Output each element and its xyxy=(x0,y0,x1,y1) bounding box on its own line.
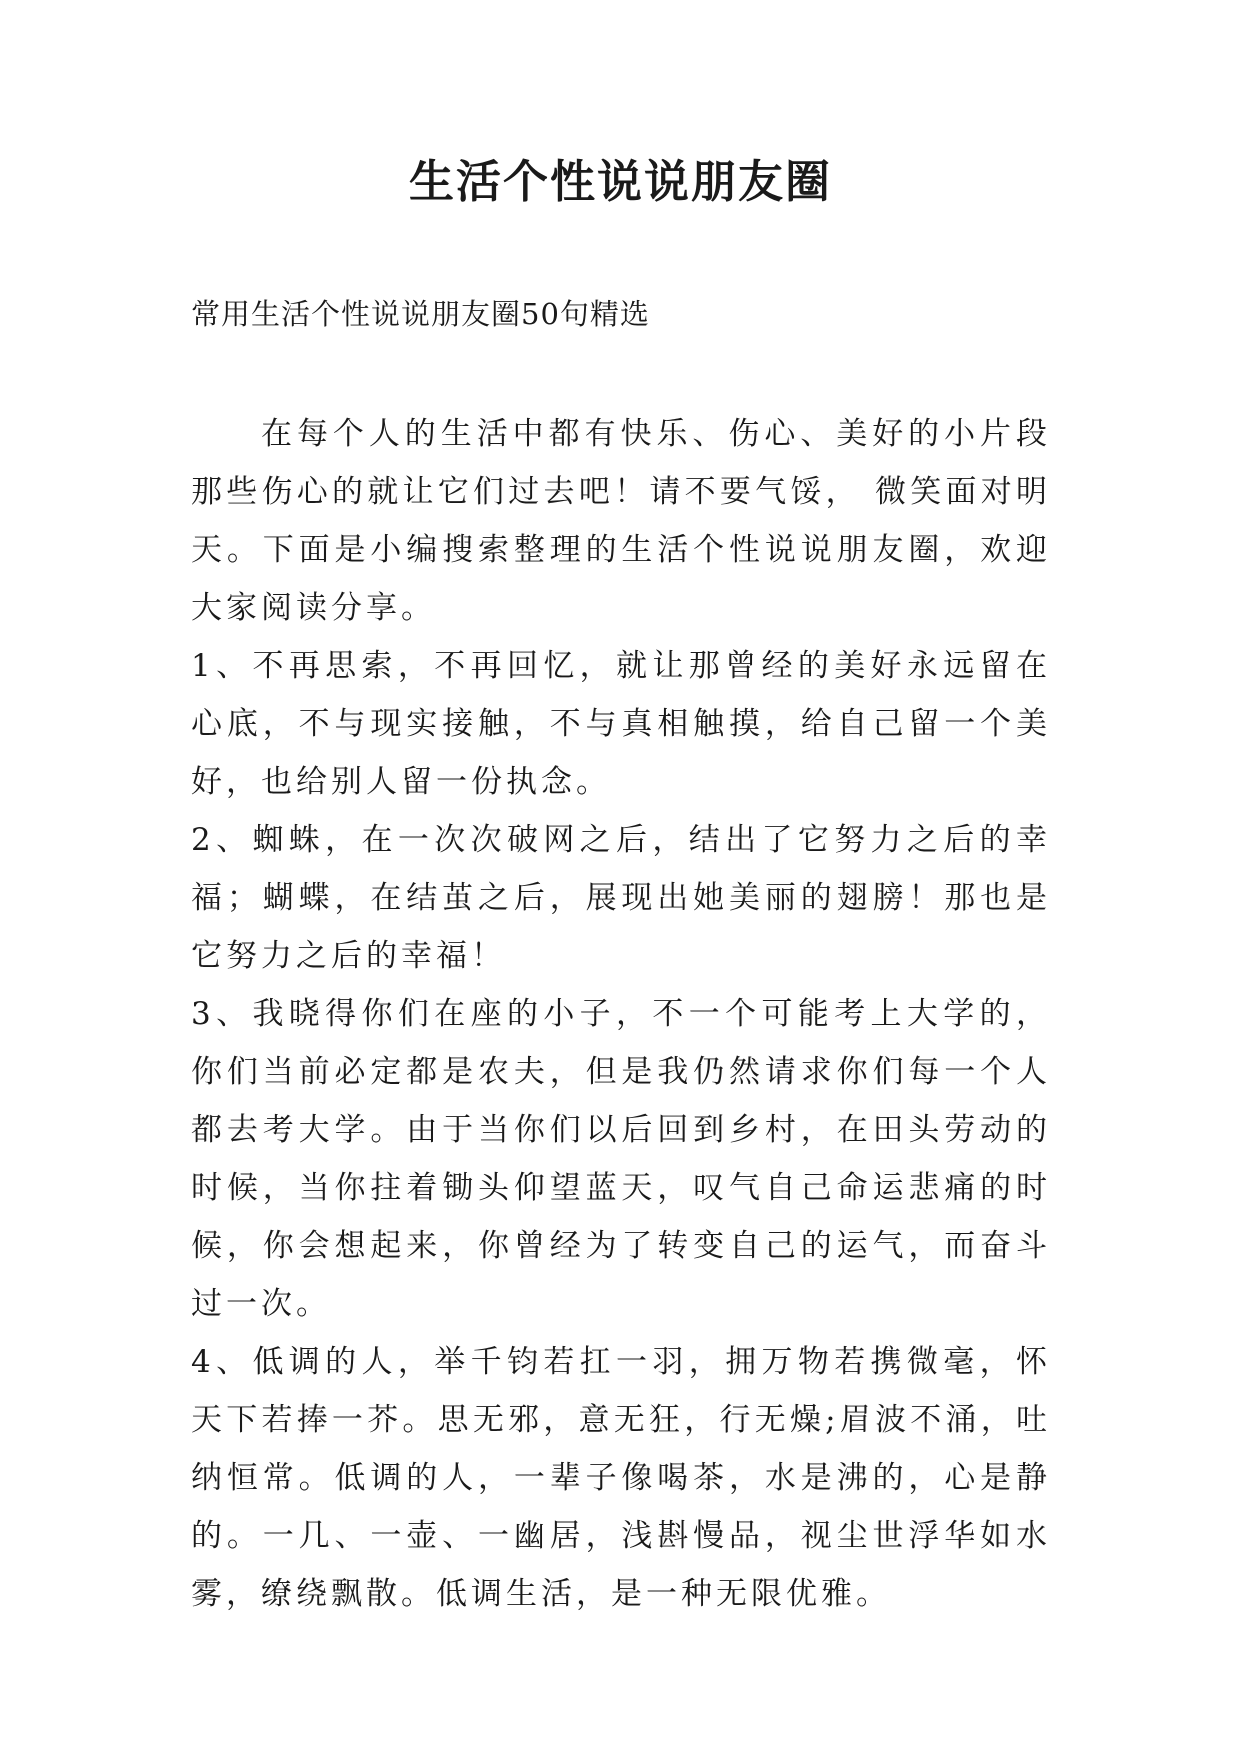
list-item: 1、不再思索，不再回忆，就让那曾经的美好永远留在心底，不与现实接触，不与真相触摸，给自己留一个美好，也给别人留一份执念。 xyxy=(191,648,1051,800)
list-item: 3、我晓得你们在座的小子，不一个可能考上大学的，你们当前必定都是农夫，但是我仍然请求你们每一个人都去考大学。由于当你们以后回到乡村，在田头劳动的时候，当你拄着锄头仰望蓝天，叹气自己命运悲痛的时候，你会想起来，你曾经为了转变自己的运气，而奋斗过一次。 xyxy=(191,996,1051,1322)
document-title: 生活个性说说朋友圈 xyxy=(408,155,832,208)
list-item: 2、蜘蛛，在一次次破网之后，结出了它努力之后的幸福；蝴蝶，在结茧之后，展现出她美丽的翅膀！那也是它努力之后的幸福！ xyxy=(191,822,1051,974)
document-body xyxy=(191,405,1051,1623)
intro-paragraph: 在每个人的生活中都有快乐、伤心、美好的小片段那些伤心的就让它们过去吧！请不要气馁， 微笑面对明天。下面是小编搜索整理的生活个性说说朋友圈，欢迎大家阅读分享。 xyxy=(191,416,1051,626)
document-subtitle: 常用生活个性说说朋友圈50句精选 xyxy=(191,297,650,331)
list-item: 4、低调的人，举千钧若扛一羽，拥万物若携微毫，怀天下若捧一芥。思无邪，意无狂，行无燥;眉波不涌，吐纳恒常。低调的人，一辈子像喝茶，水是沸的，心是静的。一几、一壶、一幽居，浅斟慢品，视尘世浮华如水雾，缭绕飘散。低调生活，是一种无限优雅。 xyxy=(191,1344,1051,1612)
